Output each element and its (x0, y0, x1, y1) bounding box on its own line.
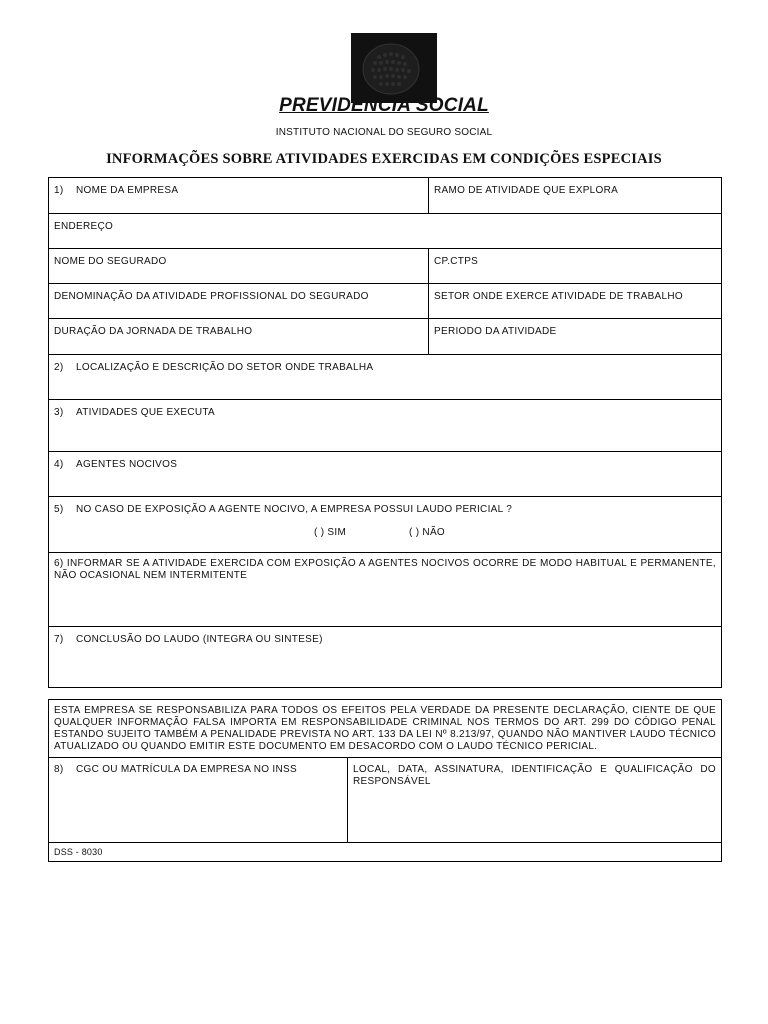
field-agentes-nocivos[interactable] (49, 452, 721, 496)
field-label: SETOR ONDE EXERCE ATIVIDADE DE TRABALHO (434, 291, 683, 302)
field-label: PERIODO DA ATIVIDADE (434, 326, 557, 337)
field-endereco[interactable] (49, 214, 721, 248)
option-sim-checkbox[interactable]: ( ) SIM (314, 527, 347, 538)
field-label: CONCLUSÃO DO LAUDO (INTEGRA OU SINTESE) (76, 634, 323, 645)
section-number: 4) (54, 459, 64, 470)
field-label: ATIVIDADES QUE EXECUTA (76, 407, 216, 418)
field-localizacao-setor[interactable] (49, 355, 721, 399)
field-conclusao-laudo[interactable] (49, 627, 721, 689)
field-periodo-atividade[interactable] (428, 319, 721, 354)
form-code (49, 843, 721, 861)
row-form-code (49, 842, 721, 861)
row-denominacao (49, 283, 721, 318)
section-number: 5) (54, 504, 64, 515)
row-empresa (49, 178, 721, 213)
field-ramo-atividade[interactable] (428, 178, 721, 213)
field-label: ENDEREÇO (54, 221, 114, 232)
field-label: DENOMINAÇÃO DA ATIVIDADE PROFISSIONAL DO SEGURADO (54, 291, 369, 302)
field-nome-segurado[interactable] (49, 249, 428, 283)
field-label: NOME DA EMPRESA (76, 185, 179, 196)
org-title: PREVIDENCIA SOCIAL (279, 95, 489, 116)
field-cp-ctps[interactable] (428, 249, 721, 283)
row-segurado (49, 248, 721, 283)
section-number: 7) (54, 634, 64, 645)
section-number: 1) (54, 185, 64, 196)
declaration-text (49, 700, 721, 757)
row-section-5 (49, 496, 721, 552)
field-atividades-executa[interactable] (49, 400, 721, 451)
field-label: LOCALIZAÇÃO E DESCRIÇÃO DO SETOR ONDE TRABALHA (76, 362, 374, 373)
field-local-data-assinatura[interactable] (347, 758, 721, 842)
field-cgc-matricula[interactable] (49, 758, 347, 842)
field-laudo-pericial (49, 497, 721, 552)
option-nao-checkbox[interactable]: ( ) NÃO (409, 527, 445, 538)
section-number: 8) (54, 764, 64, 775)
field-label: NO CASO DE EXPOSIÇÃO A AGENTE NOCIVO, A EMPRESA POSSUI LAUDO PERICIAL ? (76, 504, 513, 515)
row-section-3 (49, 399, 721, 451)
field-denominacao-atividade[interactable] (49, 284, 428, 318)
row-section-7 (49, 626, 721, 689)
field-label: DURAÇÃO DA JORNADA DE TRABALHO (54, 326, 253, 337)
row-jornada (49, 318, 721, 354)
field-label: LOCAL, DATA, ASSINATURA, IDENTIFICAÇÃO E QUALIFICAÇÃO DO RESPONSÁVEL (353, 764, 716, 787)
row-declaration-text (49, 700, 721, 757)
form-code-label: DSS - 8030 (54, 847, 103, 857)
field-setor-trabalho[interactable] (428, 284, 721, 318)
row-section-8 (49, 757, 721, 842)
field-label: CGC OU MATRÍCULA DA EMPRESA NO INSS (76, 764, 297, 775)
document-title: INFORMAÇÕES SOBRE ATIVIDADES EXERCIDAS EM CONDIÇÕES ESPECIAIS (106, 151, 662, 167)
org-subtitle: INSTITUTO NACIONAL DO SEGURO SOCIAL (275, 127, 493, 138)
field-duracao-jornada[interactable] (49, 319, 428, 354)
declaration-box (48, 699, 722, 862)
declaration-paragraph: ESTA EMPRESA SE RESPONSABILIZA PARA TODOS OS EFEITOS PELA VERDADE DA PRESENTE DECLARAÇÃO, CIENTE DE QUE QUALQUER INFORMAÇÃO FALSA IMPORTA EM RESPONSABILIDADE CRIMINAL NOS TERMOS DO ART. 299 DO CÓDIGO PENAL ESTANDO SUJEITO TAMBÉM A PENALIDADE PREVISTA NO ART. 133 DA LEI Nº 8.213/97, QUANDO NÃO MANTIVER LAUDO TÉCNICO ATUALIZADO OU QUANDO EMITIR ESTE DOCUMENTO EM DESACORDO COM O LAUDO TÉCNICO PERICIAL. (54, 705, 716, 752)
field-label: CP.CTPS (434, 256, 479, 267)
previdencia-social-logo-icon (351, 33, 437, 103)
field-label: AGENTES NOCIVOS (76, 459, 178, 470)
field-modo-habitual[interactable] (49, 553, 721, 626)
section-number: 2) (54, 362, 64, 373)
field-label: RAMO DE ATIVIDADE QUE EXPLORA (434, 185, 619, 196)
field-label: NOME DO SEGURADO (54, 256, 167, 267)
main-form (48, 177, 722, 688)
row-endereco (49, 213, 721, 248)
field-nome-empresa[interactable] (49, 178, 428, 213)
row-section-4 (49, 451, 721, 496)
field-label: 6) INFORMAR SE A ATIVIDADE EXERCIDA COM EXPOSIÇÃO A AGENTES NOCIVOS OCORRE DE MODO HABITUAL E PERMANENTE, NÃO OCASIONAL NEM INTERMITENTE (54, 558, 716, 581)
row-section-6 (49, 552, 721, 626)
row-section-2 (49, 354, 721, 399)
section-number: 3) (54, 407, 64, 418)
